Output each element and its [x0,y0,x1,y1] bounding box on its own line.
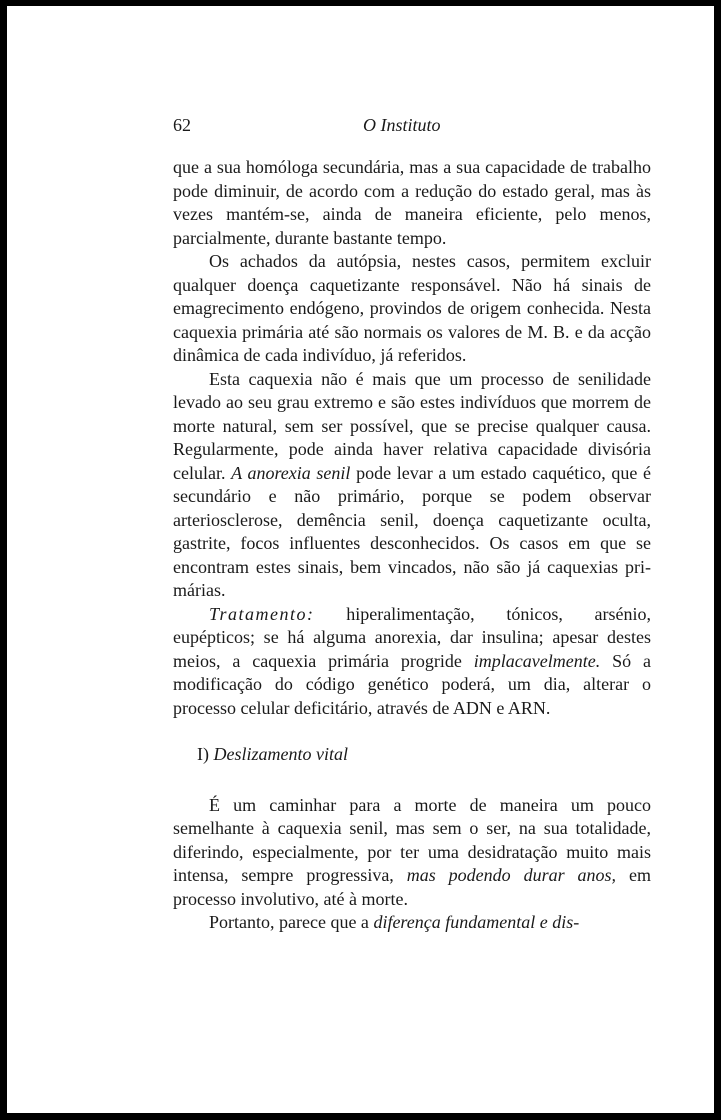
paragraph-4-text-b: hiperalimentação, tónicos, arsénio, eupépticos; se há alguma anorexia, dar insulina; apesar destes meios, a caquexia primária progride [173,603,651,671]
paragraph-6 [173,911,651,935]
section-heading [197,743,651,767]
paragraph-6-text-a: Portanto, parece que a [209,912,374,932]
paragraph-3 [173,368,651,603]
paragraph-4 [173,603,651,721]
treatment-label: Tratamento: [209,603,315,624]
paragraph-5-text-c: em processo involutivo, até à morte. [173,865,651,909]
paragraph-5-text-a: É um caminhar para a morte de maneira um pouco semelhante à caquexia senil, mas sem o ser, na sua totalidade, diferindo, especialmente, por ter uma desidratação muito mais intensa, sempre progressiva, [173,794,651,885]
section-title: Deslizamento vital [213,744,348,764]
page-sheet [7,6,714,1113]
paragraph-1: que a sua homóloga secundária, mas a sua capacidade de trabalho pode diminuir, de acordo com a redução do estado geral, mas às vezes mantém-se, ainda de maneira eficiente, pelo menos, parcialmente, durante bastante tempo. [173,157,651,248]
paragraph-3-text-a: Esta caquexia não é mais que um processo de senilidade levado ao seu grau extremo e são estes indivíduos que morrem de morte natural, sem ser possível, que se precise qualquer causa. Regularmente, pode ainda haver relativa capacidade divisória celular. [173,368,651,483]
section-label: I) [197,744,209,764]
paragraph-5 [173,794,651,912]
paragraph-2: Os achados da autópsia, nestes casos, permitem excluir qualquer doença caquetizante responsável. Não há sinais de emagrecimento endógeno, provindos de origem conhecida. Nesta caquexia primária até são normais os valores de M. B. e da acção dinâmica de cada indivíduo, já referidos. [173,251,651,365]
paragraph-3-emphasis: A anorexia senil [231,462,351,483]
paragraph-4-text-d: Só a modificação do código genético poderá, um dia, alterar o processo celular deficitário, através de ADN e ARN. [173,650,651,718]
paragraph-5-emphasis: mas podendo durar anos, [406,865,617,885]
paragraph-4-emphasis: implacavelmente. [473,650,601,671]
paragraph-3-text-c: pode levar a um estado caquético, que é secundário e não primário, porque se podem observar arteriosclerose, demência senil, doença caquetizante oculta, gastrite, focos influentes desconhecidos. Os casos em que se encontram estes sinais, bem vincados, não são já caquexias primárias. [173,462,652,600]
paragraph-6-emphasis: diferença fundamental e dis- [373,912,580,932]
running-title: O Instituto [363,115,441,135]
page-number: 62 [173,115,191,135]
body-text [173,156,651,935]
